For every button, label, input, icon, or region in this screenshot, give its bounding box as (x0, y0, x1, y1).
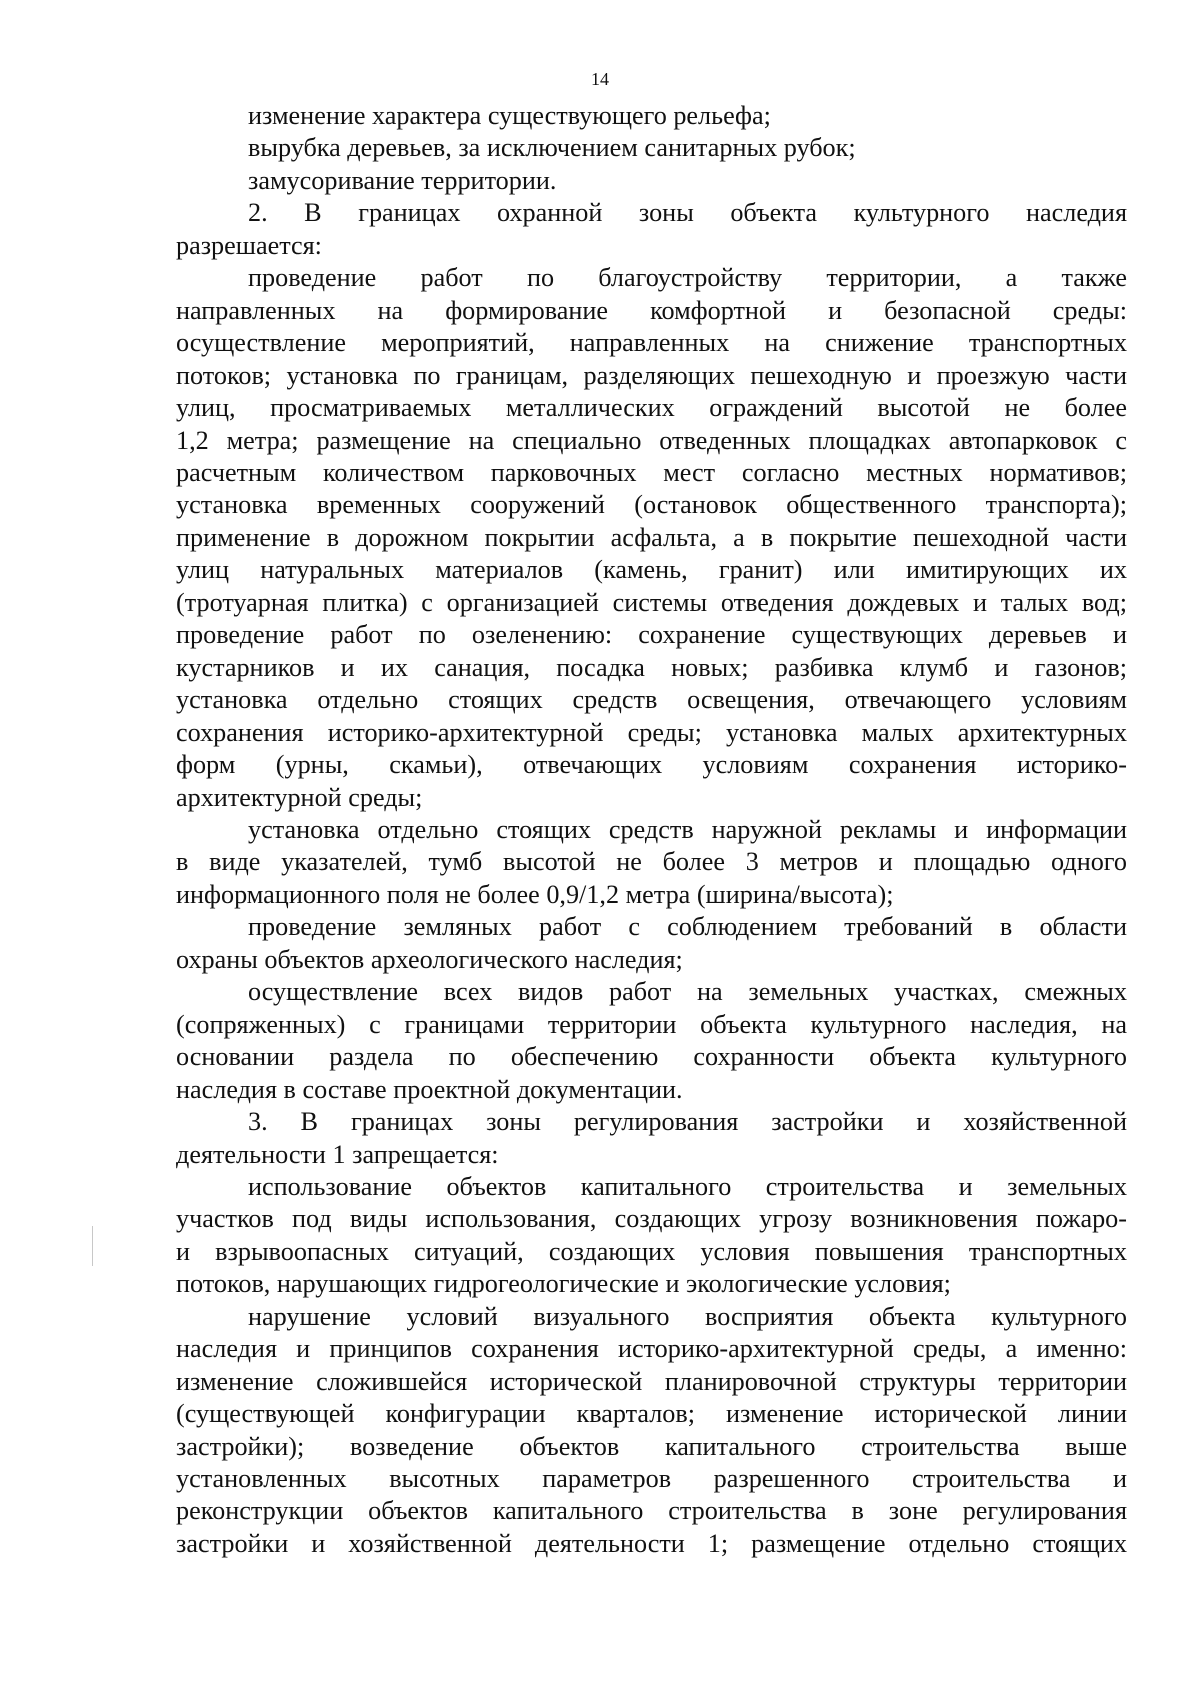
page-number: 14 (591, 69, 609, 89)
text-line: основании раздела по обеспечению сохранности объекта культурного (176, 1042, 1127, 1072)
text-line: направленных на формирование комфортной и безопасной среды: (176, 295, 1127, 325)
text-line: участков под виды использования, создающих угрозу возникновения пожаро- (176, 1204, 1127, 1234)
text-line: изменение сложившейся исторической планировочной структуры территории (176, 1366, 1127, 1396)
text-line: проведение работ по озеленению: сохранение существующих деревьев и (176, 620, 1127, 650)
text-line: реконструкции объектов капитального строительства в зоне регулирования (176, 1496, 1127, 1526)
text-line: застройки и хозяйственной деятельности 1; размещение отдельно стоящих (176, 1528, 1127, 1558)
text-line: нарушение условий визуального восприятия объекта культурного (248, 1301, 1127, 1331)
text-line: и взрывоопасных ситуаций, создающих условия повышения транспортных (176, 1236, 1127, 1266)
text-line: потоков; установка по границам, разделяющих пешеходную и проезжую части (176, 360, 1127, 390)
text-line: улиц натуральных материалов (камень, гранит) или имитирующих их (176, 555, 1127, 585)
text-line: застройки); возведение объектов капитального строительства выше (176, 1431, 1127, 1461)
text-line: форм (урны, скамьи), отвечающих условиям сохранения историко- (176, 750, 1127, 780)
text-line: осуществление мероприятий, направленных на снижение транспортных (176, 328, 1127, 358)
text-line: установка отдельно стоящих средств наружной рекламы и информации (248, 814, 1127, 844)
text-line: расчетным количеством парковочных мест согласно местных нормативов; (176, 457, 1127, 487)
text-line: наследия в составе проектной документации. (176, 1074, 683, 1104)
text-line: 2. В границах охранной зоны объекта культурного наследия (248, 198, 1127, 228)
text-line: изменение характера существующего рельефа; (248, 101, 771, 130)
text-line: кустарников и их санация, посадка новых; разбивка клумб и газонов; (176, 652, 1127, 682)
text-line: наследия и принципов сохранения историко-архитектурной среды, а именно: (176, 1334, 1127, 1364)
text-line: установка временных сооружений (остановок общественного транспорта); (176, 490, 1127, 520)
text-line: применение в дорожном покрытии асфальта, а в покрытие пешеходной части (176, 522, 1127, 552)
text-line: деятельности 1 запрещается: (176, 1139, 499, 1169)
text-line: замусоривание территории. (248, 165, 557, 195)
text-line: (тротуарная плитка) с организацией системы отведения дождевых и талых вод; (176, 587, 1127, 617)
text-line: сохранения историко-архитектурной среды; установка малых архитектурных (176, 717, 1127, 747)
text-line: (сопряженных) с границами территории объекта культурного наследия, на (176, 1009, 1127, 1039)
text-line: использование объектов капитального строительства и земельных (248, 1171, 1127, 1201)
text-line: установка отдельно стоящих средств освещения, отвечающего условиям (176, 685, 1127, 715)
text-line: архитектурной среды; (176, 782, 423, 812)
text-line: информационного поля не более 0,9/1,2 метра (ширина/высота); (176, 879, 894, 909)
text-line: охраны объектов археологического наследия; (176, 944, 683, 974)
text-line: 3. В границах зоны регулирования застройки и хозяйственной (248, 1107, 1127, 1137)
text-line: (существующей конфигурации кварталов; изменение исторической линии (176, 1399, 1127, 1429)
text-line: проведение земляных работ с соблюдением требований в области (248, 912, 1127, 942)
text-line: проведение работ по благоустройству территории, а также (248, 263, 1127, 293)
text-line: в виде указателей, тумб высотой не более 3 метров и площадью одного (176, 847, 1127, 877)
text-line: установленных высотных параметров разрешенного строительства и (176, 1464, 1127, 1494)
text-line: улиц, просматриваемых металлических ограждений высотой не более (176, 393, 1127, 423)
document-body (176, 100, 1127, 1560)
text-line: потоков, нарушающих гидрогеологические и экологические условия; (176, 1269, 951, 1299)
text-line: 1,2 метра; размещение на специально отведенных площадках автопарковок с (176, 425, 1127, 455)
text-line: осуществление всех видов работ на земельных участках, смежных (248, 977, 1127, 1007)
text-line: вырубка деревьев, за исключением санитарных рубок; (248, 133, 856, 163)
margin-mark (92, 1226, 93, 1266)
text-line: разрешается: (176, 230, 322, 260)
